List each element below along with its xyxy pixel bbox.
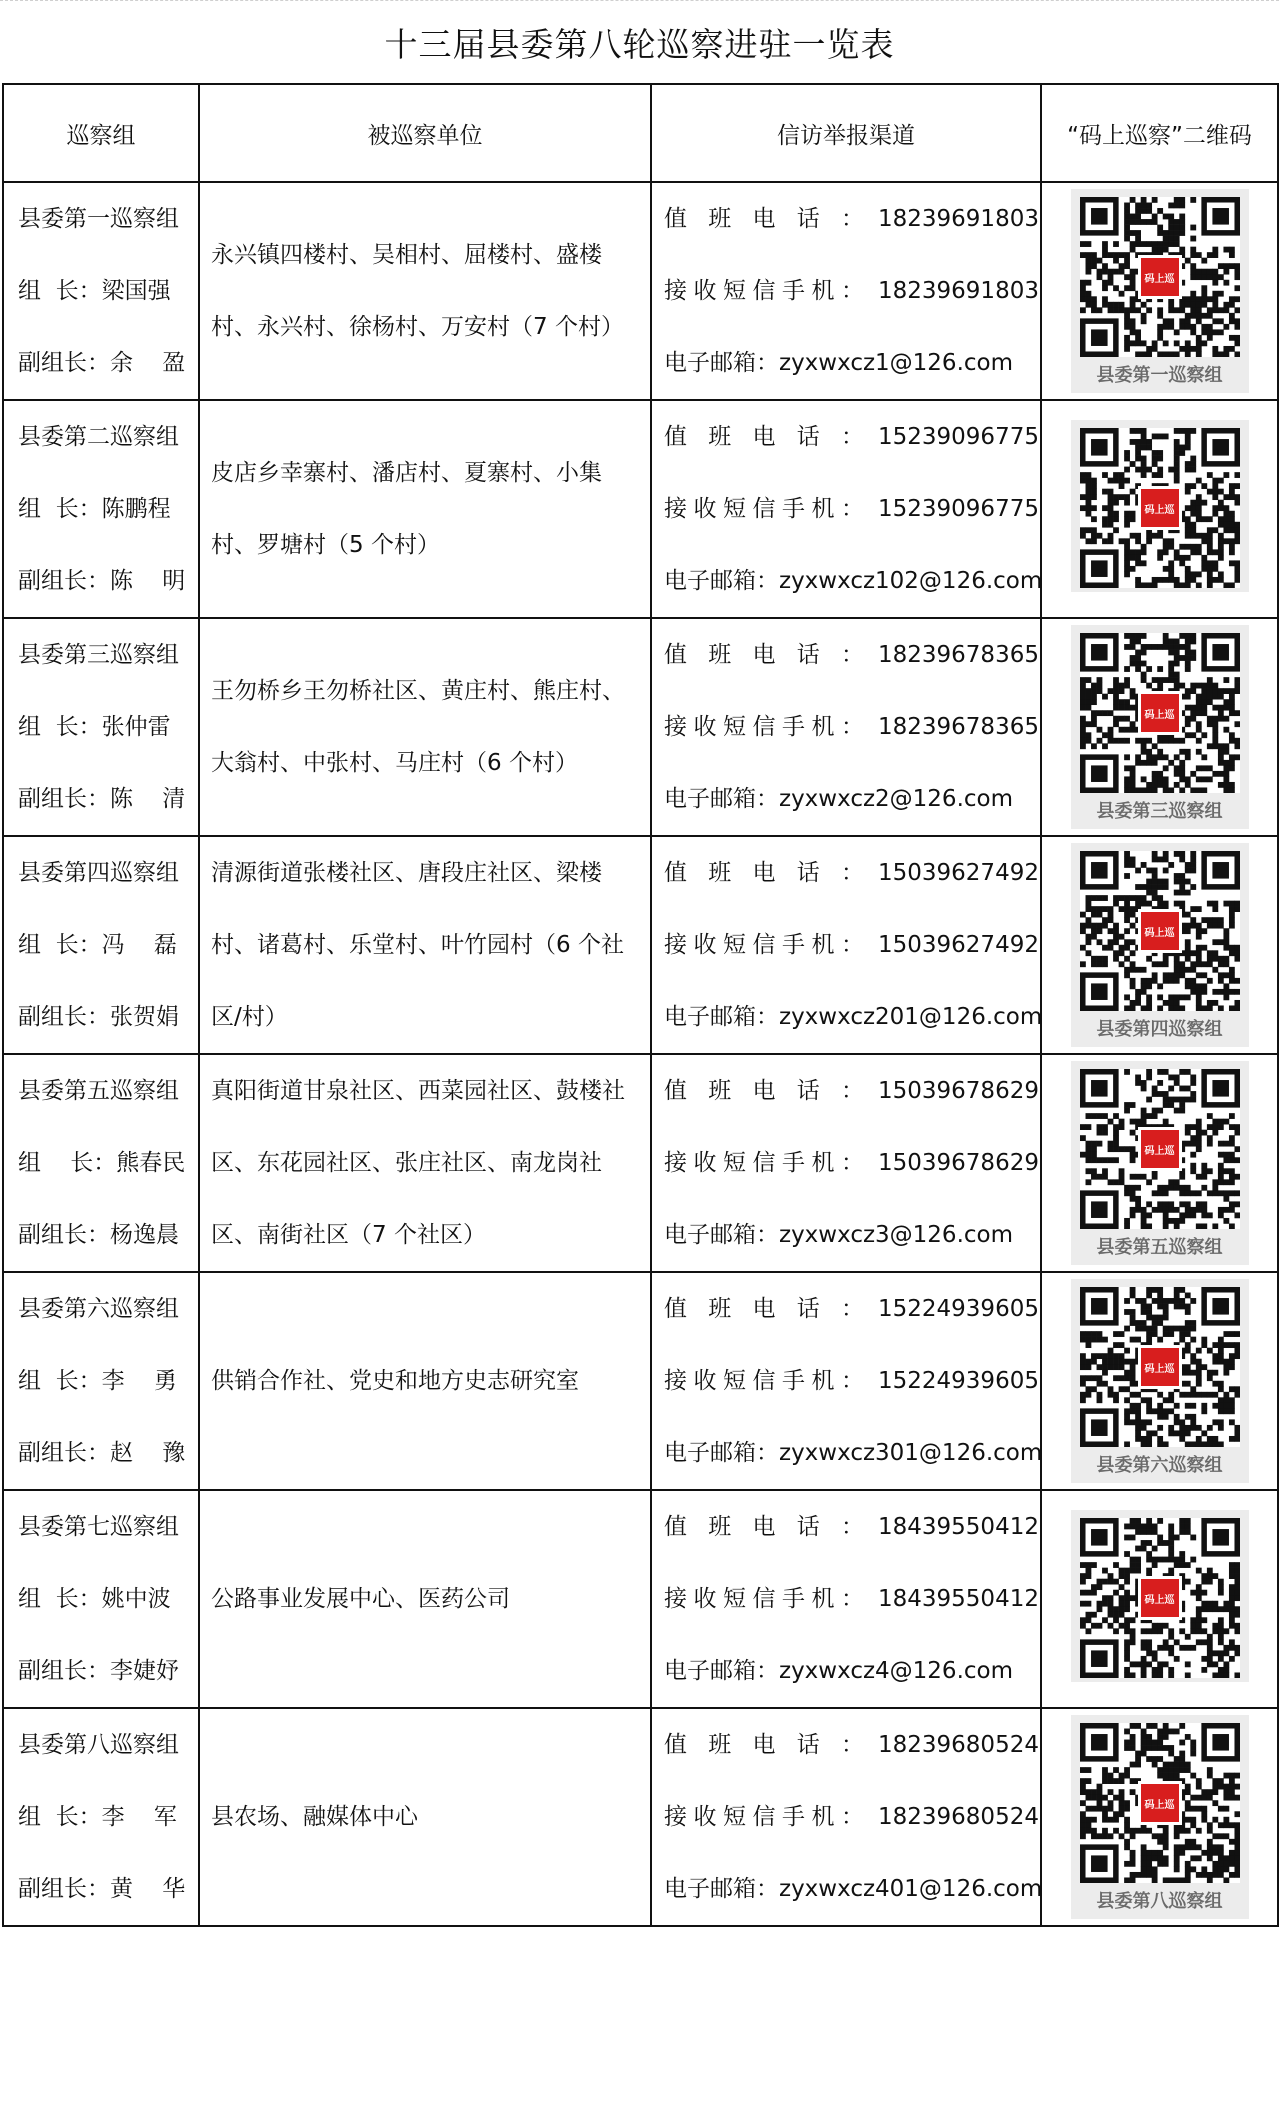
sms-label-char: 接 [664,278,687,304]
email-link[interactable]: zyxwxcz301@126.com [779,1440,1043,1466]
qr-cell [1041,1708,1278,1926]
inspected-units: 真阳街道甘泉社区、西菜园社区、鼓楼社区、东花园社区、张庄社区、南龙岗社区、南街社区（7 个社区） [211,1078,625,1248]
phone-label-char: 班 [708,1296,732,1322]
qr-code-icon[interactable] [1080,633,1240,793]
phone-label-char: 电 [752,860,776,886]
group-cell [3,400,199,618]
sms-phone-value: 15039627492 [878,932,1039,958]
sms-label-char: 收 [693,1368,717,1394]
sms-label-char: ： [841,1804,864,1830]
table-row [3,1054,1278,1272]
sms-label-char: 信 [752,1586,776,1612]
qr-logo: 码上巡 [1138,1781,1182,1825]
group-cell [3,1272,199,1490]
sms-label-char: 信 [752,1804,776,1830]
phone-label-char: 班 [708,1078,732,1104]
qr-logo: 码上巡 [1138,1576,1182,1620]
email-label: 电子邮箱： [664,350,779,376]
phone-label-char: ： [841,860,864,886]
group-deputy: 副组长：陈 明 [18,568,186,594]
sms-phone-row [664,691,1040,763]
qr-cell [1041,400,1278,618]
sms-label-char: 收 [693,932,717,958]
qr-logo: 码上巡 [1138,691,1182,735]
group-deputy: 副组长：赵 豫 [18,1440,186,1466]
duty-phone-row [664,1491,1040,1563]
qr-card[interactable] [1071,189,1249,393]
qr-caption: 县委第六巡察组 [1096,1455,1223,1476]
email-row [664,763,1040,835]
sms-phone-value: 15224939605 [878,1368,1039,1394]
group-leader: 组 长：梁国强 [18,278,171,304]
phone-label-char: 值 [664,206,687,232]
group-cell [3,182,199,400]
email-link[interactable]: zyxwxcz3@126.com [779,1222,1013,1248]
email-row [664,1417,1043,1489]
phone-label-char: 话 [796,1732,820,1758]
qr-card[interactable] [1071,1279,1249,1483]
sms-label-char: 机 [811,1804,835,1830]
sms-label-char: 接 [664,1368,687,1394]
email-label: 电子邮箱： [664,786,779,812]
table-row [3,618,1278,836]
phone-label-char: ： [841,424,864,450]
phone-label-char: 电 [752,642,776,668]
group-leader: 组 长：陈鹏程 [18,496,171,522]
sms-phone-label [664,1781,878,1853]
sms-phone-row [664,1345,1040,1417]
group-deputy: 副组长：李婕妤 [18,1658,179,1684]
sms-label-char: 收 [693,714,717,740]
group-leader: 组 长：熊春民 [18,1150,186,1176]
group-deputy: 副组长：杨逸晨 [18,1222,179,1248]
header-qr: “码上巡察”二维码 [1041,84,1278,182]
group-cell [3,1054,199,1272]
group-leader: 组 长：李 勇 [18,1368,177,1394]
qr-card[interactable] [1071,625,1249,829]
group-name: 县委第五巡察组 [18,1078,179,1104]
sms-label-char: 手 [782,714,805,740]
email-label: 电子邮箱： [664,1440,779,1466]
email-link[interactable]: zyxwxcz201@126.com [779,1004,1043,1030]
duty-phone-row [664,401,1040,473]
sms-label-char: 短 [723,496,746,522]
sms-label-char: 信 [752,932,776,958]
duty-phone-value: 15239096775 [878,424,1039,450]
header-group: 巡察组 [3,84,199,182]
units-cell [199,618,651,836]
header-channels: 信访举报渠道 [651,84,1041,182]
sms-label-char: 机 [811,1586,835,1612]
group-cell [3,836,199,1054]
group-deputy: 副组长：张贺娟 [18,1004,179,1030]
sms-phone-label [664,1345,878,1417]
sms-phone-label [664,255,878,327]
email-label: 电子邮箱： [664,1658,779,1684]
duty-phone-label [664,183,878,255]
phone-label-char: 值 [664,1732,687,1758]
inspected-units: 清源街道张楼社区、唐段庄社区、梁楼村、诸葛村、乐堂村、叶竹园村（6 个社区/村） [211,860,624,1030]
email-label: 电子邮箱： [664,1004,779,1030]
qr-code-icon[interactable] [1080,428,1240,588]
sms-label-char: 接 [664,496,687,522]
phone-label-char: ： [841,642,864,668]
phone-label-char: ： [841,1514,864,1540]
phone-label-char: 班 [708,424,732,450]
qr-cell [1041,1490,1278,1708]
group-name: 县委第六巡察组 [18,1296,179,1322]
sms-label-char: ： [841,278,864,304]
units-cell [199,1490,651,1708]
group-deputy: 副组长：黄 华 [18,1876,186,1902]
sms-label-char: 短 [723,932,746,958]
qr-logo: 码上巡 [1138,1345,1182,1389]
phone-label-char: 值 [664,1296,687,1322]
units-cell [199,1054,651,1272]
email-row [664,545,1043,617]
qr-cell [1041,618,1278,836]
sms-label-char: ： [841,932,864,958]
sms-phone-row [664,1781,1040,1853]
phone-label-char: 值 [664,642,687,668]
sms-label-char: 信 [752,714,776,740]
qr-caption: 县委第五巡察组 [1096,1237,1223,1258]
inspected-units: 公路事业发展中心、医药公司 [211,1586,510,1612]
table-row [3,1272,1278,1490]
sms-label-char: ： [841,1586,864,1612]
table-row [3,182,1278,400]
qr-cell [1041,1272,1278,1490]
email-link[interactable]: zyxwxcz2@126.com [779,786,1013,812]
sms-label-char: 信 [752,496,776,522]
email-row [664,1199,1040,1271]
duty-phone-label [664,837,878,909]
sms-label-char: 接 [664,1150,687,1176]
table-header-row [3,84,1278,182]
duty-phone-value: 18239680524 [878,1732,1039,1758]
qr-logo: 码上巡 [1138,486,1182,530]
sms-label-char: 机 [811,714,835,740]
duty-phone-value: 18439550412 [878,1514,1039,1540]
contact-cell [651,618,1041,836]
qr-code-icon[interactable] [1080,1287,1240,1447]
duty-phone-value: 15039627492 [878,860,1039,886]
phone-label-char: 话 [796,1296,820,1322]
sms-label-char: 接 [664,1586,687,1612]
group-name: 县委第二巡察组 [18,424,179,450]
group-leader: 组 长：姚中波 [18,1586,171,1612]
inspected-units: 县农场、融媒体中心 [211,1804,418,1830]
phone-label-char: 电 [752,1732,776,1758]
table-body [3,182,1278,1926]
qr-caption: 县委第八巡察组 [1096,1891,1223,1912]
duty-phone-label [664,619,878,691]
contact-cell [651,400,1041,618]
group-leader: 组 长：冯 磊 [18,932,177,958]
phone-label-char: 话 [796,424,820,450]
email-row [664,1635,1040,1707]
phone-label-char: 值 [664,1078,687,1104]
duty-phone-row [664,1055,1040,1127]
sms-label-char: 接 [664,932,687,958]
phone-label-char: 话 [796,1514,820,1540]
table-row [3,836,1278,1054]
group-deputy: 副组长：余 盈 [18,350,186,376]
phone-label-char: 值 [664,860,687,886]
qr-caption: 县委第三巡察组 [1096,801,1223,822]
sms-phone-row [664,255,1040,327]
phone-label-char: 值 [664,424,687,450]
email-row [664,981,1043,1053]
sms-phone-value: 15239096775 [878,496,1039,522]
group-name: 县委第四巡察组 [18,860,179,886]
sms-label-char: 接 [664,1804,687,1830]
sms-phone-value: 18239691803 [878,278,1039,304]
sms-phone-label [664,1127,878,1199]
sms-phone-label [664,909,878,981]
sms-label-char: 信 [752,278,776,304]
sms-label-char: 收 [693,496,717,522]
duty-phone-row [664,1709,1040,1781]
sms-phone-value: 18239678365 [878,714,1039,740]
inspected-units: 王勿桥乡王勿桥社区、黄庄村、熊庄村、大翁村、中张村、马庄村（6 个村） [211,678,625,776]
phone-label-char: 值 [664,1514,687,1540]
duty-phone-row [664,619,1040,691]
sms-label-char: 短 [723,1368,746,1394]
sms-label-char: 手 [782,1804,805,1830]
phone-label-char: ： [841,206,864,232]
sms-phone-row [664,473,1040,545]
sms-phone-label [664,1563,878,1635]
phone-label-char: ： [841,1296,864,1322]
table-row [3,1490,1278,1708]
contact-cell [651,182,1041,400]
sms-label-char: 短 [723,278,746,304]
phone-label-char: 话 [796,860,820,886]
duty-phone-label [664,401,878,473]
table-row [3,1708,1278,1926]
sms-label-char: ： [841,1368,864,1394]
phone-label-char: 话 [796,642,820,668]
sms-label-char: 信 [752,1150,776,1176]
sms-label-char: 收 [693,1586,717,1612]
sms-label-char: 机 [811,278,835,304]
group-name: 县委第一巡察组 [18,206,179,232]
qr-caption: 县委第四巡察组 [1096,1019,1223,1040]
sms-label-char: ： [841,1150,864,1176]
sms-phone-label [664,473,878,545]
email-label: 电子邮箱： [664,1876,779,1902]
qr-card[interactable] [1071,1061,1249,1265]
units-cell [199,836,651,1054]
duty-phone-row [664,1273,1040,1345]
qr-code-icon[interactable] [1080,1069,1240,1229]
phone-label-char: 话 [796,1078,820,1104]
sms-phone-label [664,691,878,763]
sms-label-char: 收 [693,278,717,304]
inspected-units: 供销合作社、党史和地方史志研究室 [211,1368,579,1394]
sms-label-char: 信 [752,1368,776,1394]
group-cell [3,1490,199,1708]
sms-label-char: 短 [723,714,746,740]
phone-label-char: 电 [752,206,776,232]
phone-label-char: 班 [708,860,732,886]
sms-phone-value: 15039678629 [878,1150,1039,1176]
duty-phone-label [664,1055,878,1127]
page-title: 十三届县委第八轮巡察进驻一览表 [384,24,895,64]
inspected-units: 永兴镇四楼村、吴相村、屈楼村、盛楼村、永兴村、徐杨村、万安村（7 个村） [211,242,624,340]
sms-phone-value: 18439550412 [878,1586,1039,1612]
qr-code-icon[interactable] [1080,1518,1240,1678]
sms-label-char: 收 [693,1150,717,1176]
sms-phone-row [664,1127,1040,1199]
phone-label-char: 班 [708,206,732,232]
phone-label-char: 班 [708,642,732,668]
qr-cell [1041,1054,1278,1272]
contact-cell [651,1272,1041,1490]
sms-label-char: 手 [782,1150,805,1176]
sms-label-char: 接 [664,714,687,740]
qr-logo: 码上巡 [1138,909,1182,953]
group-name: 县委第八巡察组 [18,1732,179,1758]
phone-label-char: 班 [708,1732,732,1758]
duty-phone-value: 18239678365 [878,642,1039,668]
qr-card[interactable] [1071,1510,1249,1682]
qr-caption: 县委第一巡察组 [1096,365,1223,386]
duty-phone-value: 18239691803 [878,206,1039,232]
sms-label-char: ： [841,714,864,740]
email-link[interactable]: zyxwxcz1@126.com [779,350,1013,376]
group-name: 县委第七巡察组 [18,1514,179,1540]
group-cell [3,618,199,836]
group-leader: 组 长：李 军 [18,1804,177,1830]
contact-cell [651,1708,1041,1926]
qr-cell [1041,182,1278,400]
duty-phone-label [664,1491,878,1563]
email-row [664,327,1040,399]
sms-label-char: 机 [811,496,835,522]
email-label: 电子邮箱： [664,568,779,594]
email-row [664,1853,1043,1925]
sms-phone-row [664,909,1040,981]
units-cell [199,182,651,400]
phone-label-char: 电 [752,424,776,450]
duty-phone-row [664,183,1040,255]
sms-label-char: 短 [723,1586,746,1612]
sms-label-char: 短 [723,1150,746,1176]
contact-cell [651,1490,1041,1708]
contact-cell [651,1054,1041,1272]
sms-label-char: 手 [782,496,805,522]
header-units: 被巡察单位 [199,84,651,182]
sms-label-char: 手 [782,1586,805,1612]
phone-label-char: 话 [796,206,820,232]
inspection-table [2,83,1279,1927]
qr-code-icon[interactable] [1080,851,1240,1011]
qr-logo: 码上巡 [1138,255,1182,299]
sms-label-char: 手 [782,932,805,958]
group-leader: 组 长：张仲雷 [18,714,171,740]
units-cell [199,1272,651,1490]
sms-label-char: 手 [782,1368,805,1394]
group-name: 县委第三巡察组 [18,642,179,668]
qr-code-icon[interactable] [1080,1723,1240,1883]
sms-label-char: 机 [811,932,835,958]
email-link[interactable]: zyxwxcz4@126.com [779,1658,1013,1684]
email-label: 电子邮箱： [664,1222,779,1248]
phone-label-char: 电 [752,1296,776,1322]
sms-label-char: ： [841,496,864,522]
qr-card[interactable] [1071,420,1249,592]
sms-label-char: 手 [782,278,805,304]
qr-logo: 码上巡 [1138,1127,1182,1171]
sms-label-char: 机 [811,1150,835,1176]
sms-label-char: 短 [723,1804,746,1830]
email-link[interactable]: zyxwxcz401@126.com [779,1876,1043,1902]
table-row [3,400,1278,618]
phone-label-char: 班 [708,1514,732,1540]
email-link[interactable]: zyxwxcz102@126.com [779,568,1043,594]
phone-label-char: 电 [752,1078,776,1104]
sms-phone-row [664,1563,1040,1635]
group-deputy: 副组长：陈 清 [18,786,186,812]
duty-phone-value: 15039678629 [878,1078,1039,1104]
sms-label-char: 机 [811,1368,835,1394]
duty-phone-label [664,1273,878,1345]
qr-cell [1041,836,1278,1054]
inspected-units: 皮店乡幸寨村、潘店村、夏寨村、小集村、罗塘村（5 个村） [211,460,602,558]
qr-card[interactable] [1071,843,1249,1047]
phone-label-char: 电 [752,1514,776,1540]
sms-label-char: 收 [693,1804,717,1830]
group-cell [3,1708,199,1926]
duty-phone-value: 15224939605 [878,1296,1039,1322]
duty-phone-label [664,1709,878,1781]
sms-phone-value: 18239680524 [878,1804,1039,1830]
units-cell [199,400,651,618]
qr-card[interactable] [1071,1715,1249,1919]
phone-label-char: ： [841,1732,864,1758]
contact-cell [651,836,1041,1054]
duty-phone-row [664,837,1040,909]
units-cell [199,1708,651,1926]
phone-label-char: ： [841,1078,864,1104]
qr-code-icon[interactable] [1080,197,1240,357]
